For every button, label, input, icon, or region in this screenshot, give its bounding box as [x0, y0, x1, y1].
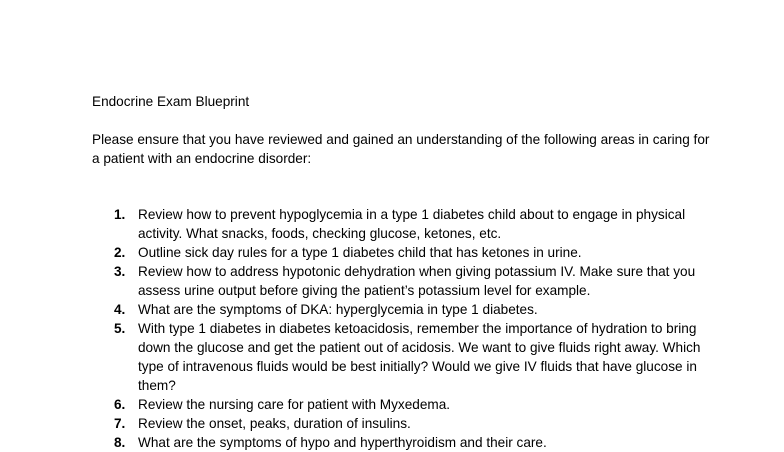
list-item: [92, 433, 712, 452]
list-item-text: Review how to prevent hypoglycemia in a type 1 diabetes child about to engage in physical activity. What snacks, foods, checking glucose, ketones, etc.: [138, 207, 686, 241]
document-title: Endocrine Exam Blueprint: [92, 94, 250, 109]
list-item-text: With type 1 diabetes in diabetes ketoacidosis, remember the importance of hydration to bring down the glucose and get the patient out of acidosis. We want to give fluids right away. Which type of intravenous fluids would be best initially? Would we give IV fluids that have glucose in them?: [138, 321, 701, 393]
list-item-number: 4.: [114, 302, 126, 317]
list-item-number: 6.: [114, 397, 126, 412]
list-item-text: Review the onset, peaks, duration of insulins.: [138, 416, 411, 431]
list-item: [92, 262, 712, 300]
list-item-text: Review how to address hypotonic dehydration when giving potassium IV. Make sure that you assess urine output before giving the patient’s potassium level for example.: [138, 264, 696, 298]
list-item-number: 8.: [114, 435, 126, 450]
list-item: [92, 414, 712, 433]
list-item-number: 7.: [114, 416, 126, 431]
list-item-text: Outline sick day rules for a type 1 diabetes child that has ketones in urine.: [138, 245, 582, 260]
list-item-number: 5.: [114, 321, 126, 336]
blueprint-list: [92, 205, 712, 452]
list-item: [92, 300, 712, 319]
list-item: [92, 205, 712, 243]
list-item-number: 2.: [114, 245, 126, 260]
list-item: [92, 319, 712, 395]
list-item-number: 1.: [114, 207, 126, 222]
list-item-text: Review the nursing care for patient with Myxedema.: [138, 397, 451, 412]
list-item-text: What are the symptoms of DKA: hyperglycemia in type 1 diabetes.: [138, 302, 538, 317]
intro-paragraph: Please ensure that you have reviewed and gained an understanding of the following areas in caring for a patient with an endocrine disorder:: [92, 132, 710, 166]
list-item-text: What are the symptoms of hypo and hyperthyroidism and their care.: [138, 435, 547, 450]
list-item: [92, 395, 712, 414]
list-item: [92, 243, 712, 262]
list-item-number: 3.: [114, 264, 126, 279]
